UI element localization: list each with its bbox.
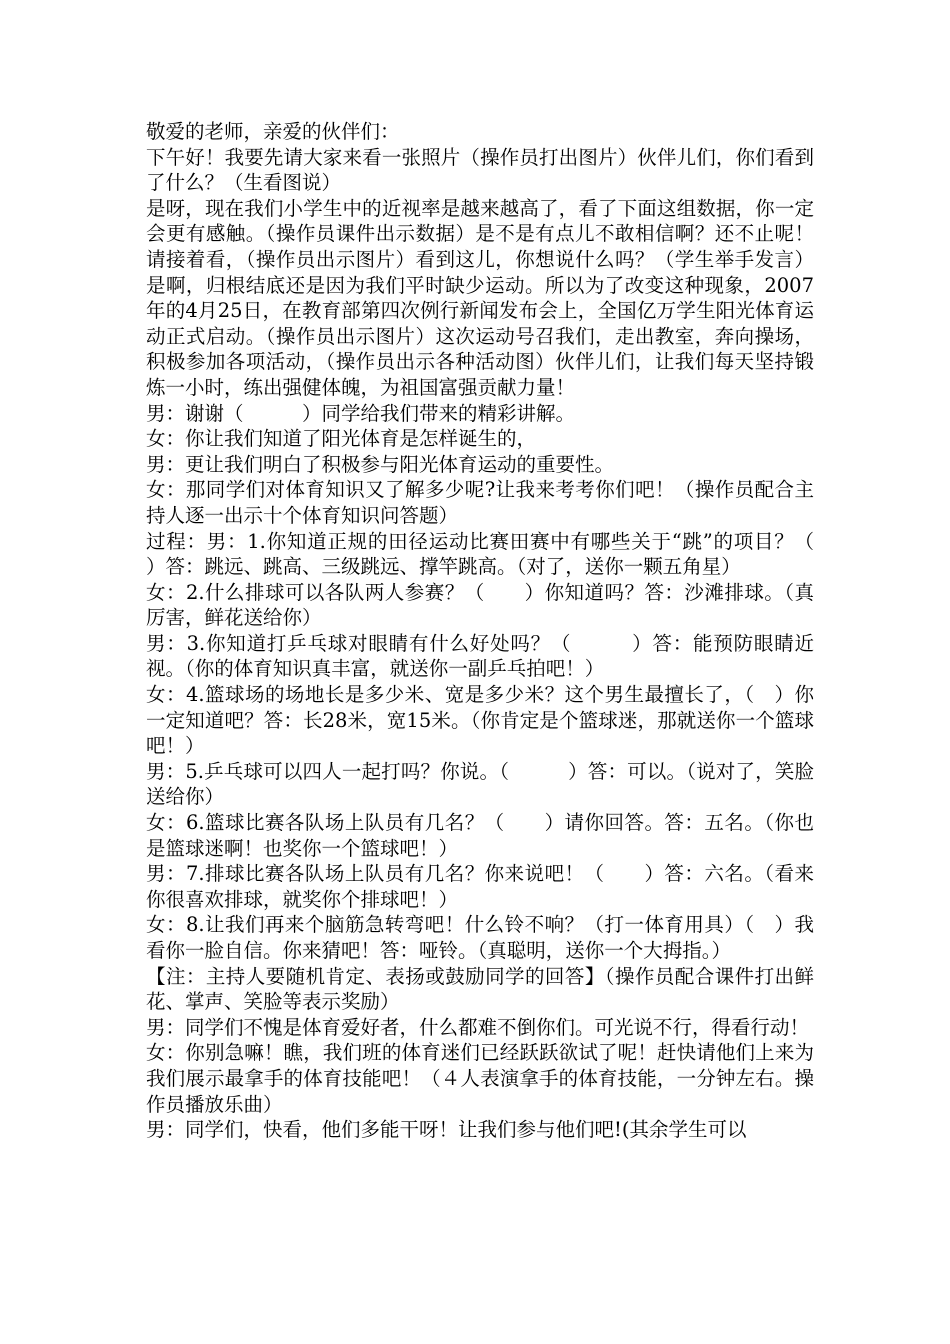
document-body: [146, 119, 854, 1143]
quiz-question: 男：5.乒乓球可以四人一起打吗？你说。（ ）答：可以。（说对了，笑脸送给你）: [146, 759, 814, 809]
dialogue-line: 男：谢谢（ ）同学给我们带来的精彩讲解。: [146, 401, 576, 425]
quiz-question: 女：2.什么排球可以各队两人参赛？（ ）你知道吗？答：沙滩排球。（真厉害，鲜花送给你）: [146, 580, 814, 630]
quiz-question: 女：6.篮球比赛各队场上队员有几名？（ ）请你回答。答：五名。（你也是篮球迷啊！也奖你一个篮球吧！）: [146, 811, 814, 860]
quiz-question: 过程：男：1.你知道正规的田径运动比赛田赛中有哪些关于“跳”的项目？（ ）答：跳远、跳高、三级跳远、撑竿跳高。（对了，送你一颗五角星）: [146, 529, 854, 579]
dialogue-line: 男：同学们不愧是体育爱好者，什么都难不倒你们。可光说不行，得看行动！: [146, 1015, 810, 1039]
quiz-question: 女：4.篮球场的场地长是多少米、宽是多少米？这个男生最擅长了，（ ）你一定知道吧？答：长28米，宽15米。（你肯定是个篮球迷，那就送你一个篮球吧！）: [146, 683, 814, 758]
dialogue-line: 女：那同学们对体育知识又了解多少呢?让我来考考你们吧！（操作员配合主持人逐一出示十个体育知识问答题）: [146, 478, 814, 527]
paragraph: 是呀，现在我们小学生中的近视率是越来越高了，看了下面这组数据，你一定会更有感触。（操作员课件出示数据）是不是有点儿不敢相信啊？还不止呢！请接着看，（操作员出示图片）看到这儿，你想说什么吗？（学生举手发言）是啊，归根结底还是因为我们平时缺少运动。所以为了改变这种现象，2007年的4月25日，在教育部第四次例行新闻发布会上，全国亿万学生阳光体育运动正式启动。（操作员出示图片）这次运动号召我们，走出教室，奔向操场，积极参加各项活动，（操作员出示各种活动图）伙伴儿们，让我们每天坚持锻炼一小时，练出强健体魄，为祖国富强贡献力量！: [146, 196, 814, 399]
quiz-question: 女：8.让我们再来个脑筋急转弯吧！什么铃不响？（打一体育用具）（ ）我看你一脸自信。你来猜吧！答：哑铃。（真聪明，送你一个大拇指。）: [146, 913, 814, 962]
quiz-question: 男：7.排球比赛各队场上队员有几名？你来说吧！（ ）答：六名。（看来你很喜欢排球，就奖你个排球吧！）: [146, 862, 814, 911]
paragraph: 下午好！我要先请大家来看一张照片（操作员打出图片）伙伴儿们，你们看到了什么？（生看图说）: [146, 145, 814, 195]
dialogue-line: 女：你让我们知道了阳光体育是怎样诞生的，: [146, 427, 537, 451]
dialogue-line: 男：更让我们明白了积极参与阳光体育运动的重要性。: [146, 452, 615, 476]
quiz-question: 男：3.你知道打乒乓球对眼睛有什么好处吗？（ ）答：能预防眼睛近视。（你的体育知识真丰富，就送你一副乒乓拍吧！）: [146, 631, 814, 681]
note-paragraph: 【注：主持人要随机肯定、表扬或鼓励同学的回答】（操作员配合课件打出鲜花、掌声、笑脸等表示奖励）: [146, 964, 814, 1014]
dialogue-line: 男：同学们，快看，他们多能干呀！让我们参与他们吧!(其余学生可以: [146, 1118, 747, 1142]
greeting-paragraph: 敬爱的老师，亲爱的伙伴们：: [146, 120, 400, 143]
dialogue-line: 女：你别急嘛！瞧，我们班的体育迷们已经跃跃欲试了呢！赶快请他们上来为我们展示最拿手的体育技能吧！（４人表演拿手的体育技能，一分钟左右。操作员播放乐曲）: [146, 1041, 814, 1116]
